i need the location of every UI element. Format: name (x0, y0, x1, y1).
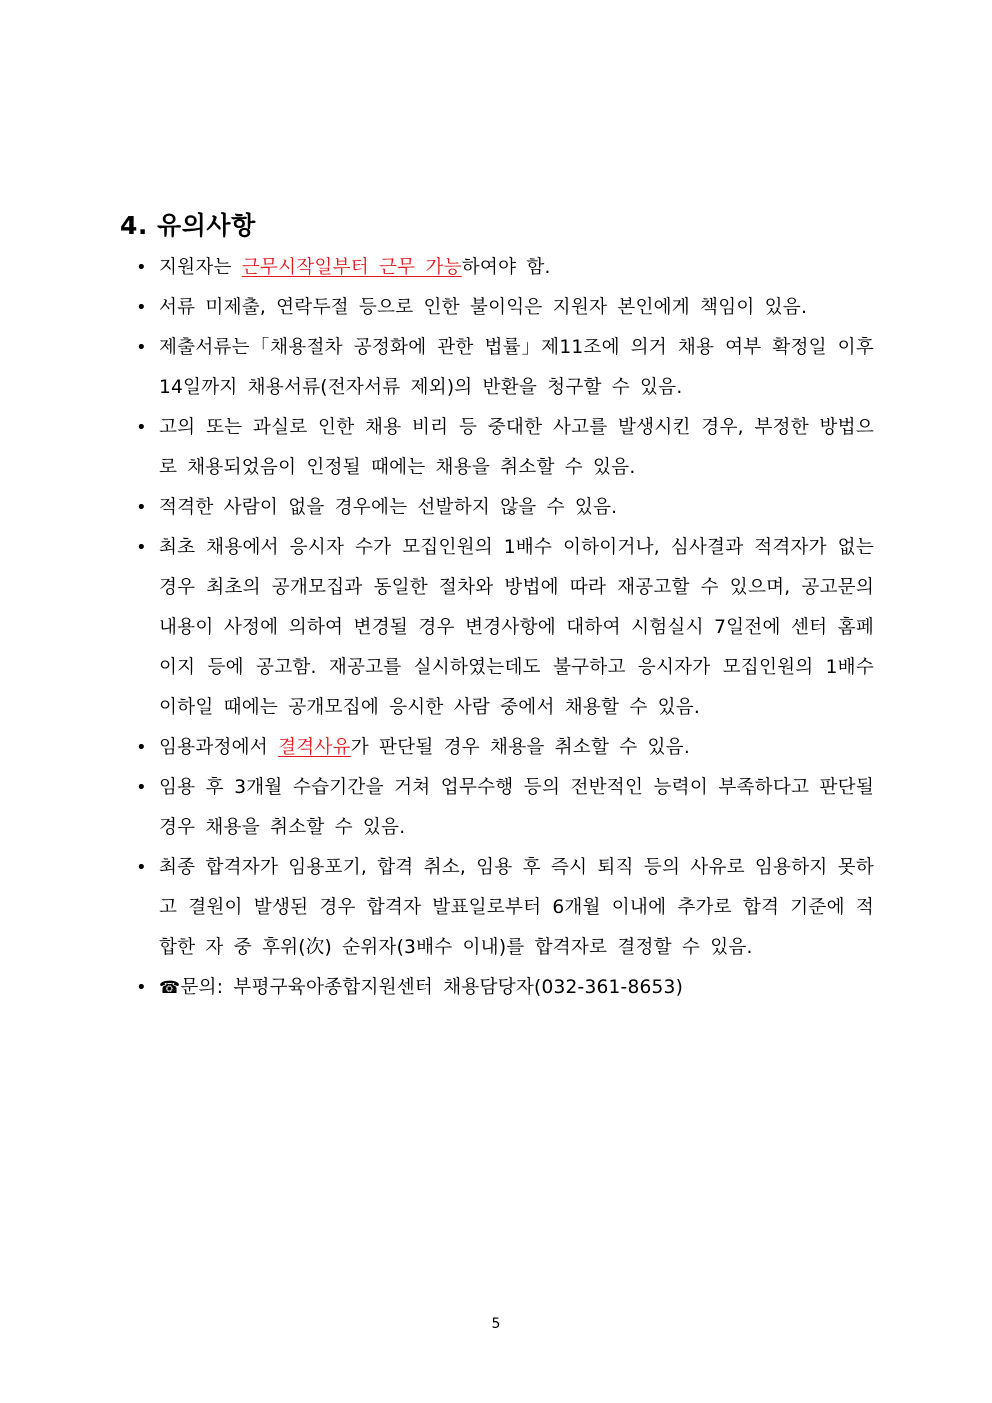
notice-text-after: 하여야 함. (461, 257, 551, 278)
bullet-icon: • (136, 417, 147, 438)
notice-text: 제출서류는「채용절차 공정화에 관한 법률」제11조에 의거 채용 여부 확정일 이후 14일까지 채용서류(전자서류 제외)의 반환을 청구할 수 있음. (159, 337, 874, 398)
bullet-icon: • (136, 497, 147, 518)
notice-text: 최종 합격자가 임용포기, 합격 취소, 임용 후 즉시 퇴직 등의 사유로 임용하지 못하고 결원이 발생된 경우 합격자 발표일로부터 6개월 이내에 추가로 합격 기준에 적합한 자 중 후위(次) 순위자(3배수 이내)를 합격자로 결정할 수 있음. (159, 857, 874, 958)
notice-text-before: 지원자는 (159, 257, 242, 278)
notice-item-no-qualified (136, 488, 874, 528)
notice-text-after: 가 판단될 경우 채용을 취소할 수 있음. (350, 737, 690, 758)
notice-item-probation (136, 768, 874, 848)
notice-item-return-documents (136, 328, 874, 408)
bullet-icon: • (136, 777, 147, 798)
notice-text: 임용 후 3개월 수습기간을 거쳐 업무수행 등의 전반적인 능력이 부족하다고 판단될 경우 채용을 취소할 수 있음. (159, 777, 874, 838)
bullet-icon: • (136, 257, 147, 278)
page-number: 5 (491, 1316, 501, 1332)
contact-label: 문의: (180, 977, 224, 998)
notice-text: 적격한 사람이 없을 경우에는 선발하지 않을 수 있음. (159, 497, 618, 518)
bullet-icon: • (136, 337, 147, 358)
notice-list (136, 248, 874, 1008)
notice-text: 고의 또는 과실로 인한 채용 비리 등 중대한 사고를 발생시킨 경우, 부정한 방법으로 채용되었음이 인정될 때에는 채용을 취소할 수 있음. (159, 417, 874, 478)
phone-icon: ☎ (159, 978, 181, 998)
notice-item-re-announcement (136, 528, 874, 728)
contact-text: 부평구육아종합지원센터 채용담당자(032-361-8653) (233, 977, 684, 998)
section-number: 4. (120, 211, 148, 240)
notice-text-before: 임용과정에서 (159, 737, 279, 758)
section-heading (120, 206, 256, 246)
bullet-icon: • (136, 537, 147, 558)
notice-item-misconduct (136, 408, 874, 488)
bullet-icon: • (136, 737, 147, 758)
notice-item-disqualification (136, 728, 874, 768)
notice-item-contact (136, 968, 874, 1008)
notice-item-documents (136, 288, 874, 328)
bullet-icon: • (136, 857, 147, 878)
notice-highlight: 결격사유 (278, 737, 351, 758)
section-title-text: 유의사항 (157, 211, 256, 240)
notice-highlight: 근무시작일부터 근무 가능 (241, 257, 462, 278)
notice-item-additional-pass (136, 848, 874, 968)
bullet-icon: • (136, 297, 147, 318)
notice-item-work-start (136, 248, 874, 288)
notice-text: 서류 미제출, 연락두절 등으로 인한 불이익은 지원자 본인에게 책임이 있음. (159, 297, 808, 318)
bullet-icon: • (136, 977, 147, 998)
notice-text: 최초 채용에서 응시자 수가 모집인원의 1배수 이하이거나, 심사결과 적격자가 없는 경우 최초의 공개모집과 동일한 절차와 방법에 따라 재공고할 수 있으며, 공고문의 내용이 사정에 의하여 변경될 경우 변경사항에 대하여 시험실시 7일전에 센터 홈페이지 등에 공고함. 재공고를 실시하였는데도 불구하고 응시자가 모집인원의 1배수 이하일 때에는 공개모집에 응시한 사람 중에서 채용할 수 있음. (159, 537, 874, 718)
